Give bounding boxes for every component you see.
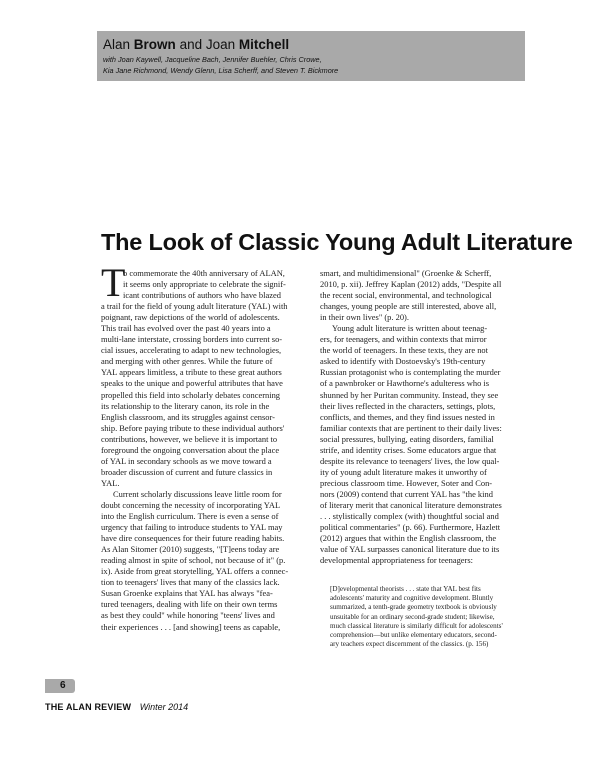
text-line: familiar contexts that are pertinent to their daily lives: [320,422,502,433]
text-line: of literary merit that canonical literature demonstrates [320,499,502,510]
text-line: tion to teenagers' lives that many of the classics lack. [101,577,280,588]
text-line: tured teenagers, dealing with life on their own terms [101,599,278,610]
text-line: summarized, a tenth-grade geometry textbook is obviously [330,603,497,612]
text-line: o commemorate the 40th anniversary of ALAN, [123,268,285,278]
drop-cap: T [101,260,126,305]
and-word: and [179,37,203,52]
text-line: value of YAL surpasses canonical literature due to its [320,544,500,555]
co-authors-line-2: Kia Jane Richmond, Wendy Glenn, Lisa Scherff, and Steven T. Bickmore [103,66,339,75]
text-line: . . . stylistically complex (with) thoughtful social and [320,511,499,522]
text-line: it seems only appropriate to celebrate the signif- [123,279,286,290]
right-column [320,268,526,566]
text-line: doubt concerning the necessity of incorporating YAL [101,499,281,510]
author2-first: Joan [205,37,236,52]
text-line: Current scholarly discussions leave little room for [113,488,282,499]
text-line: conflicts, and themes, and they find issues nested in [320,411,495,422]
text-line: the recent social, environmental, and technological [320,290,492,301]
text-line: ix). Aside from great storytelling, YAL offers a connec- [101,566,289,577]
text-line: multi-lane interstate, crossing borders into current so- [101,334,283,345]
text-line: icant contributions of authors who have blazed [123,290,281,301]
text-line: changes, young people are still interested, above all, [320,301,497,312]
text-line: poignant, raw depictions of the world of adolescents. [101,312,280,323]
text-line: Young adult literature is written about teenag- [332,323,488,334]
text-line: (2012) argues that within the English classroom, the [320,533,497,544]
text-line: speaks to the unique and powerful attributes that have [101,378,283,389]
text-line: of a pawnbroker or Hawthorne's adulteress who is [320,378,490,389]
text-line: smart, and multidimensional" (Groenke & Scherff, [320,268,492,278]
text-line: as best they could" while honoring "teens' lives and [101,610,275,621]
text-line: cial issues, accelerating to adapt to new technologies, [101,345,282,356]
text-line: its relationship to the literary canon, its role in the [101,400,270,411]
text-line: asked to identify with Dostoevsky's 19th-century [320,356,486,367]
article-title: The Look of Classic Young Adult Literature [101,228,573,255]
journal-issue: Winter 2014 [139,702,189,712]
text-line: much classical literature is similarly difficult for adolescents' [330,621,503,630]
text-line: English classroom, and its struggles against censor- [101,411,275,422]
text-line: urgency that failing to introduce students to YAL may [101,522,283,533]
text-line: ers, for teenagers, and within contexts that mirror [320,334,487,345]
author-line [103,37,289,52]
text-line: foreground the ongoing conversation about the place [101,444,280,455]
text-line: This trail has evolved over the past 40 years into a [101,323,271,334]
text-line: ship. Before paying tribute to these individual authors' [101,422,285,433]
text-line: contributions, however, we believe it is important to [101,433,278,444]
text-line: adolescents' maturity and cognitive development. Bluntly [330,594,494,603]
text-line: YAL appears limitless, a tribute to these great authors [101,367,282,378]
text-line: and merging with other genres. While the future of [101,356,273,367]
text-line: unsuitable for an ordinary second-grade student; likewise, [330,612,495,621]
text-line: despite its relevance to teenagers' lives, the low qual- [320,455,500,466]
text-line: broader discussion of current and future classics in [101,466,273,477]
text-line: have dire consequences for their future reading habits. [101,533,285,544]
co-authors [103,54,338,76]
text-line: strife, and identity crises. Some educators argue that [320,444,497,455]
author2-last: Mitchell [238,37,290,52]
page-number: 6 [60,680,66,691]
text-line: propelled this field into scholarly debates concerning [101,389,281,400]
text-line: reading almost in spite of school, not because of it" (p. [101,555,286,566]
block-quote [330,585,526,649]
text-line: political commentaries" (p. 66). Furthermore, Hazlett [320,522,501,533]
text-line: ity of young adult literature makes it unworthy of [320,466,487,477]
journal-name: THE ALAN REVIEW [45,702,132,712]
text-line: the world of teenagers. In these texts, they are not [320,345,488,356]
text-line: [D]evelopmental theorists . . . state that YAL best fits [330,585,481,593]
text-line: ary teachers expect discernment of the classics. (p. 156) [330,640,489,649]
text-line: a trail for the field of young adult literature (YAL) with [101,301,288,312]
text-line: shunned by her Puritan community. Instead, they see [320,389,499,400]
text-line: nors (2009) contend that current YAL has "the kind [320,488,493,499]
text-line: As Alan Sitomer (2010) suggests, "[T]eens today are [101,544,280,555]
text-line: social pressures, bullying, eating disorders, familial [320,433,494,444]
text-line: YAL. [101,477,120,488]
text-line: 2010, p. xii). Jeffrey Kaplan (2012) adds, "Despite all [320,279,502,290]
text-line: comprehension—but unlike elementary educators, second- [330,631,497,640]
left-column [101,268,306,633]
text-line: in their own lives" (p. 20). [320,312,409,323]
author1-last: Brown [133,37,176,52]
journal-footer [45,702,188,712]
text-line: precious classroom time. However, Soter and Con- [320,477,493,488]
text-line: Susan Groenke explains that YAL has always "fea- [101,588,273,599]
text-line: developmental appropriateness for teenagers: [320,555,473,566]
text-line: Russian protagonist who is contemplating the murder [320,367,501,378]
text-line: their experiences . . . [and showing] teens as capable, [101,621,281,632]
co-authors-line-1: with Joan Kaywell, Jacqueline Bach, Jennifer Buehler, Chris Crowe, [103,55,322,64]
author1-first: Alan [103,37,131,52]
text-line: their lives reflected in the characters, settings, plots, [320,400,496,411]
text-line: of YAL in secondary schools as we move toward a [101,455,272,466]
text-line: into the English curriculum. There is even a sense of [101,511,279,522]
